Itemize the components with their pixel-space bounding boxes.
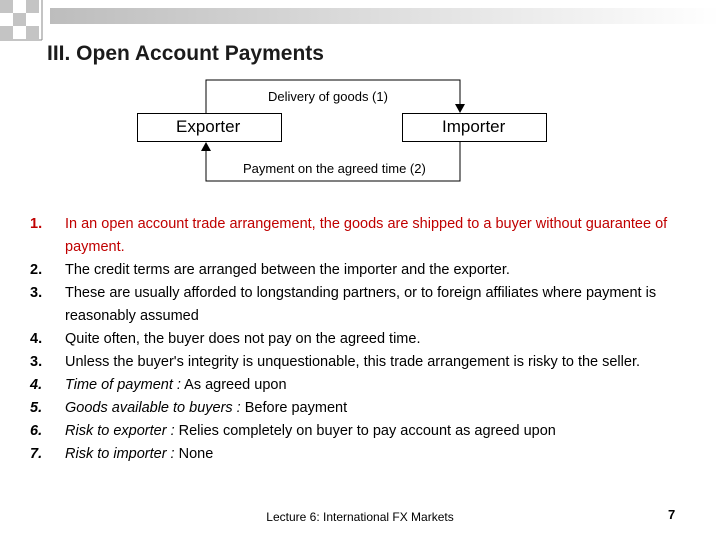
- item-number: 3.: [30, 285, 43, 301]
- payment-arrow-head: [201, 142, 211, 151]
- item-text: The credit terms are arranged between the importer and the exporter.: [65, 262, 510, 278]
- list-item: [8, 282, 708, 328]
- list-item: [8, 351, 708, 374]
- item-text: Relies completely on buyer to pay account as agreed upon: [174, 423, 556, 439]
- item-lead: Risk to importer :: [65, 446, 175, 462]
- item-number: 2.: [30, 262, 43, 278]
- item-number: 7.: [30, 446, 43, 462]
- payment-label: Payment on the agreed time (2): [243, 161, 426, 176]
- list-item: [8, 259, 708, 282]
- footer-text: Lecture 6: International FX Markets: [266, 510, 454, 524]
- list-item: [8, 328, 708, 351]
- list-item: [8, 397, 708, 420]
- list-item: [8, 443, 708, 466]
- item-text: None: [174, 446, 214, 462]
- item-text: These are usually afforded to longstanding partners, or to foreign affiliates where payment is reasonably assumed: [65, 285, 657, 324]
- item-text: As agreed upon: [180, 377, 287, 393]
- page-title: III. Open Account Payments: [47, 42, 324, 65]
- item-number: 6.: [30, 423, 43, 439]
- exporter-label: Exporter: [176, 117, 241, 136]
- page-number: 7: [668, 507, 676, 522]
- item-text: In an open account trade arrangement, the goods are shipped to a buyer without guarantee of payment.: [65, 216, 668, 255]
- list-item: [8, 213, 708, 259]
- item-number: 5.: [30, 400, 43, 416]
- item-text: Quite often, the buyer does not pay on the agreed time.: [65, 331, 421, 347]
- list-item: [8, 420, 708, 443]
- item-lead: Goods available to buyers :: [65, 400, 241, 416]
- payment-flow-diagram: [0, 0, 720, 200]
- item-lead: Risk to exporter :: [65, 423, 175, 439]
- item-number: 1.: [30, 216, 43, 232]
- item-number: 4.: [30, 331, 43, 347]
- list-item: [8, 374, 708, 397]
- item-text: Unless the buyer's integrity is unquestionable, this trade arrangement is risky to the seller.: [65, 354, 641, 370]
- item-number: 3.: [30, 354, 43, 370]
- importer-label: Importer: [442, 117, 506, 136]
- item-text: Before payment: [240, 400, 348, 416]
- delivery-label: Delivery of goods (1): [268, 89, 388, 104]
- delivery-arrow-head: [455, 104, 465, 113]
- key-points-list: [8, 213, 708, 466]
- item-number: 4.: [30, 377, 43, 393]
- item-lead: Time of payment :: [65, 377, 181, 393]
